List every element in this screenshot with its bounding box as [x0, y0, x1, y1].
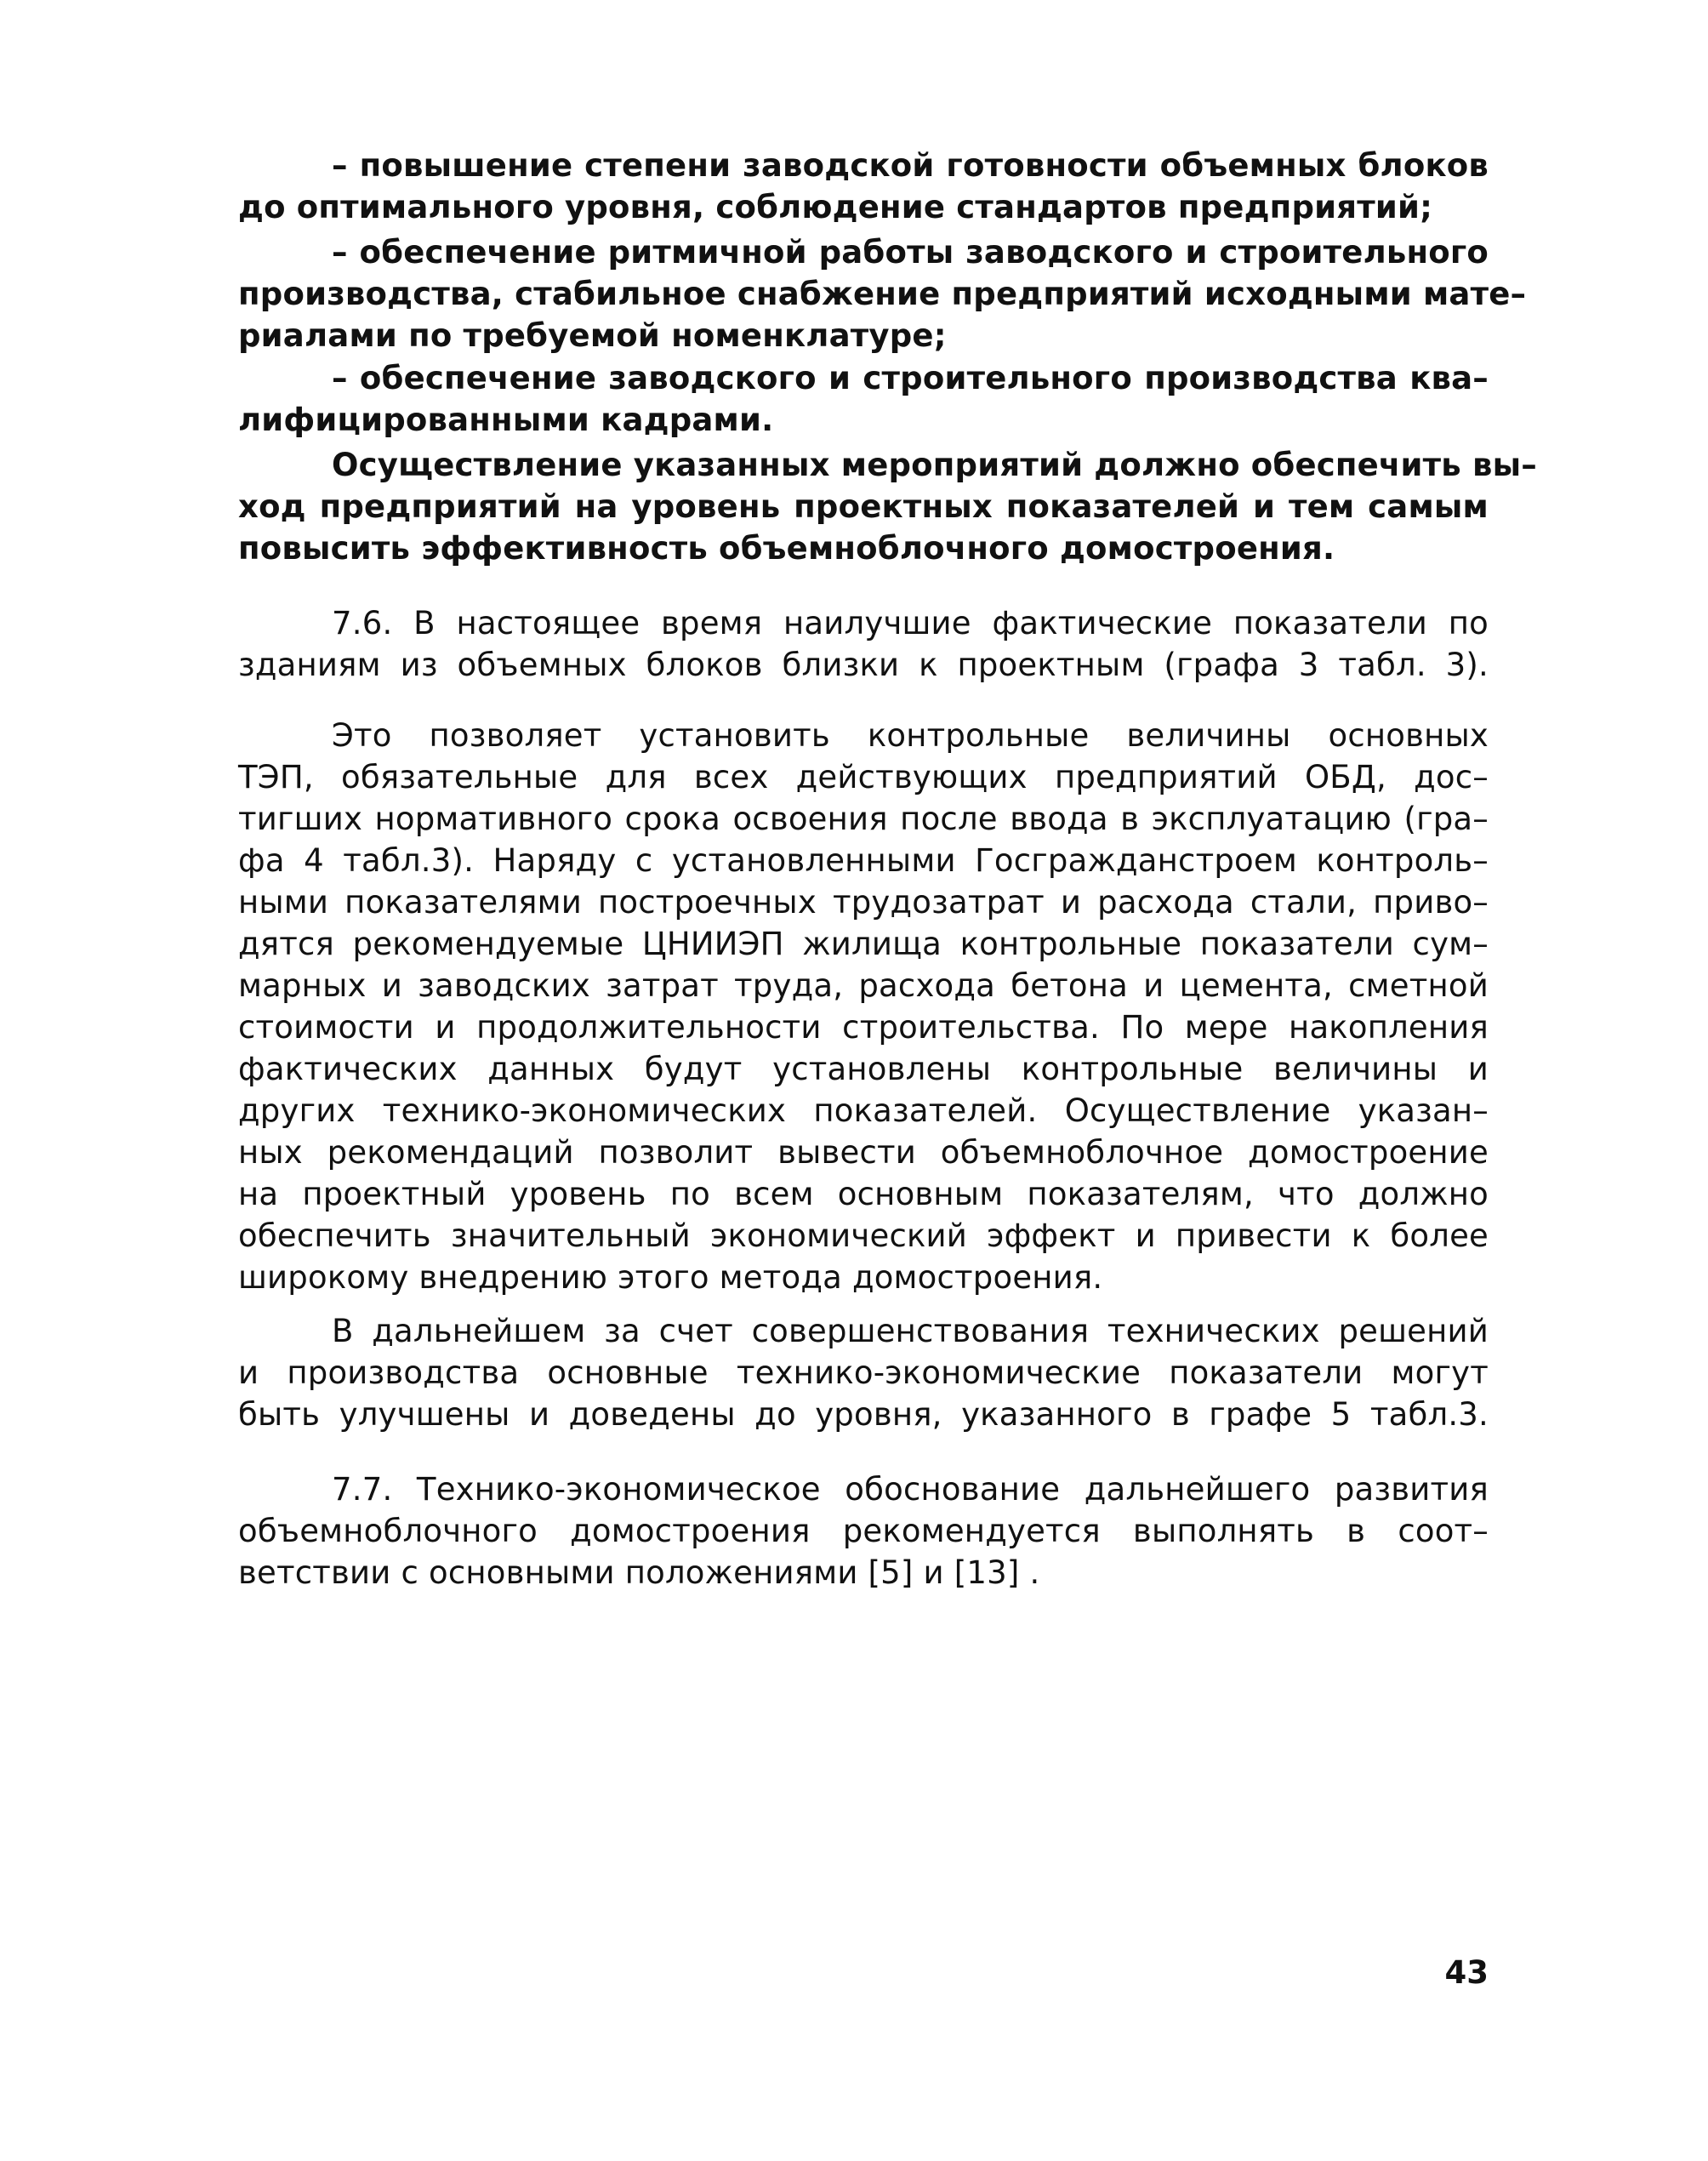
- text-line: фа 4 табл.3). Наряду с установленными Госгражданстроем контроль–: [238, 842, 1489, 879]
- text-line: Это позволяет установить контрольные величины основных: [332, 717, 1489, 754]
- text-line: тигших нормативного срока освоения после ввода в эксплуатацию (гра–: [238, 801, 1489, 837]
- bullet-staffing: [238, 357, 1489, 441]
- text-line: объемноблочного домостроения рекомендуется выполнять в соот–: [238, 1513, 1489, 1549]
- text-line: быть улучшены и доведены до уровня, указанного в графе 5 табл.3.: [238, 1396, 1489, 1433]
- para-7-7: [238, 1468, 1489, 1594]
- para-implementation: [238, 444, 1537, 569]
- text-line: до оптимального уровня, соблюдение стандартов предприятий;: [238, 189, 1433, 225]
- para-future: [238, 1310, 1489, 1435]
- text-line: стоимости и продолжительности строительства. По мере накопления: [238, 1009, 1489, 1046]
- text-line: производства, стабильное снабжение предприятий исходными мате–: [238, 276, 1527, 312]
- para-7-6: [238, 602, 1489, 686]
- bullet-prefab-readiness: [238, 145, 1489, 228]
- text-line: фактических данных будут установлены контрольные величины и: [238, 1051, 1489, 1087]
- text-line: зданиям из объемных блоков близки к проектным (графа 3 табл. 3).: [238, 647, 1489, 683]
- text-line: марных и заводских затрат труда, расхода бетона и цемента, сметной: [238, 967, 1489, 1004]
- text-line: 7.6. В настоящее время наилучшие фактические показатели по: [332, 605, 1489, 641]
- text-line: обеспечить значительный экономический эффект и привести к более: [238, 1217, 1489, 1254]
- text-line: и производства основные технико-экономические показатели могут: [238, 1354, 1489, 1391]
- text-line: других технико-экономических показателей. Осуществление указан–: [238, 1092, 1489, 1129]
- text-line: ход предприятий на уровень проектных показателей и тем самым: [238, 488, 1489, 525]
- bullet-rhythmic-work: [238, 231, 1527, 356]
- text-line: Осуществление указанных мероприятий должно обеспечить вы–: [332, 447, 1537, 483]
- para-control-values: [238, 715, 1489, 1298]
- text-line: на проектный уровень по всем основным показателям, что должно: [238, 1176, 1489, 1212]
- text-line: широкому внедрению этого метода домостроения.: [238, 1259, 1103, 1296]
- text-line: – обеспечение заводского и строительного производства ква–: [332, 360, 1489, 396]
- text-line: ными показателями построечных трудозатрат и расхода стали, приво–: [238, 884, 1489, 921]
- text-line: лифицированными кадрами.: [238, 402, 774, 438]
- text-line: повысить эффективность объемноблочного домостроения.: [238, 530, 1335, 567]
- text-line: 7.7. Технико-экономическое обоснование дальнейшего развития: [332, 1471, 1489, 1508]
- text-line: ветствии с основными положениями [5] и [13] .: [238, 1554, 1040, 1591]
- text-line: ных рекомендаций позволит вывести объемноблочное домостроение: [238, 1134, 1489, 1171]
- page-number: 43: [1444, 1954, 1489, 1991]
- text-line: – повышение степени заводской готовности объемных блоков: [332, 147, 1489, 184]
- text-line: В дальнейшем за счет совершенствования технических решений: [332, 1313, 1489, 1349]
- text-line: – обеспечение ритмичной работы заводского и строительного: [332, 234, 1489, 271]
- text-line: ТЭП, обязательные для всех действующих предприятий ОБД, дос–: [238, 759, 1489, 795]
- text-line: риалами по требуемой номенклатуре;: [238, 317, 947, 354]
- text-line: дятся рекомендуемые ЦНИИЭП жилища контрольные показатели сум–: [238, 926, 1489, 962]
